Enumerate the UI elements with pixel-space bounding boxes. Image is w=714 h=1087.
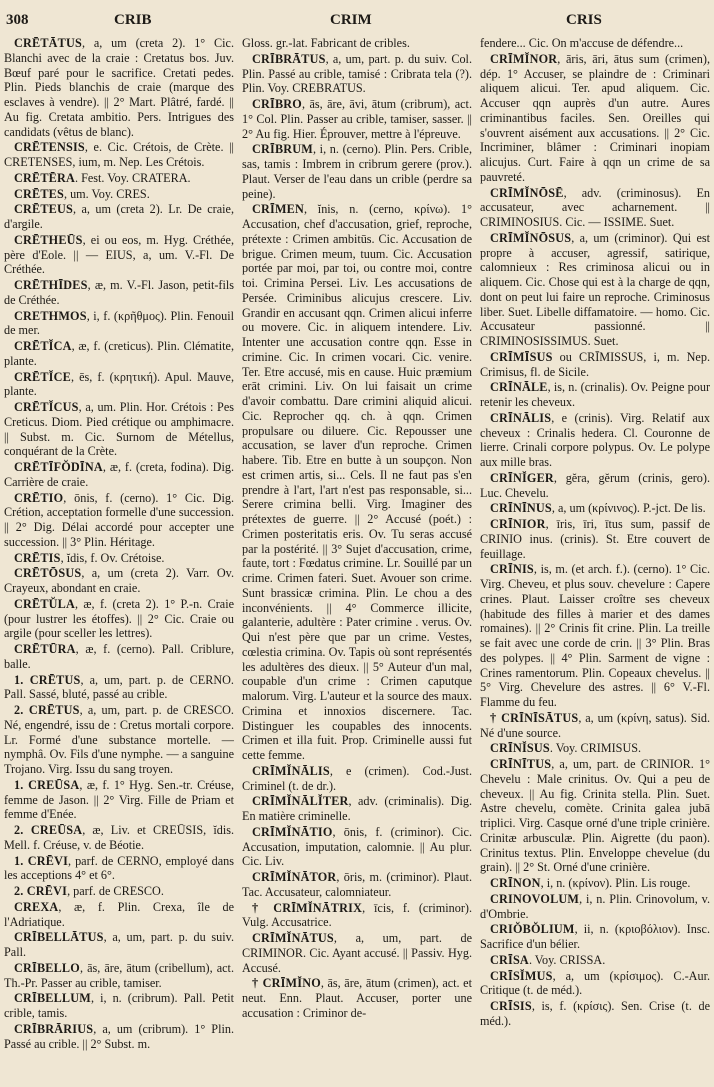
- dictionary-entry: [480, 471, 710, 501]
- headword: CRIŎBŎLIUM: [490, 922, 575, 937]
- headword: CRĪBRO: [252, 97, 302, 111]
- entry-text: , parf. de CRESCO.: [67, 884, 164, 898]
- dictionary-entry: [480, 186, 710, 230]
- entry-text: , ēs, f. (κρητική). Apul. Mauve, plante.: [4, 369, 234, 399]
- headword: CRĒTENSIS: [14, 140, 85, 155]
- entry-text: , æ, f. (creticus). Plin. Clématite, plante.: [4, 339, 234, 368]
- entry-text: , ĭdis, f. Ov. Crétoise.: [60, 550, 165, 565]
- entry-text: , a, um. Plin. Hor. Crétois : Pes Creticus. Diom. Pied crétique ou amphimacre. || Subst. m. Cic. Surnom de Métellus, conquérant de la Crète.: [4, 400, 234, 459]
- headword: † CRĪMĬNĀTRIX: [252, 900, 363, 915]
- headword: CRĪBRĀTUS: [252, 51, 326, 66]
- headword: CRĪMĬNĀLĬTER: [252, 794, 349, 809]
- headword: CRĪNĪNUS: [490, 501, 552, 516]
- entry-text: , ās, āre, ātum (crimen), act. et neut. Enn. Plaut. Accuser, porter une accusation : Criminor de-: [242, 976, 472, 1020]
- entry-text: , ās, āre, ātum (cribellum), act. Th.-Pr. Passer au crible, tamiser.: [4, 960, 234, 990]
- dictionary-entry: [480, 562, 710, 710]
- dictionary-entry: [4, 597, 234, 641]
- dictionary-entry: [242, 52, 472, 96]
- entry-text: , īris, īri, ītus sum, passif de CRINIO inus. (crinis). St. Etre couvert de feuillage.: [480, 517, 710, 561]
- entry-text: , adv. (criminalis). Dig. En matière criminelle.: [242, 794, 472, 823]
- dictionary-entry: [480, 711, 710, 741]
- dictionary-entry: [4, 673, 234, 703]
- dictionary-entry: [480, 757, 710, 875]
- headword: 2. CRĒTUS: [14, 703, 80, 717]
- headword: CRĪMĬNŌSĒ: [490, 185, 564, 200]
- headword: CRĪNĬGER: [490, 470, 554, 485]
- headword: 1. CRĒVI: [14, 853, 69, 868]
- entry-text: , a, um, part. p. du suiv. Pall.: [4, 930, 234, 959]
- dictionary-entry: [4, 551, 234, 566]
- dictionary-entry: [4, 566, 234, 596]
- page-number: 308: [6, 12, 29, 28]
- entry-text: , ōnis, f. (cerno). 1° Cic. Dig. Crétion, acceptation formelle d'une succession. || 2° Dig. Délai accordé pour accepter une succession. || 3° Plin. Héritage.: [4, 490, 234, 549]
- entry-text: , a, um, part. de CRIMINOR. Cic. Ayant accusé. || Passiv. Hyg. Accusé.: [242, 931, 472, 975]
- entry-text: , a, um (creta 2). Varr. Ov. Crayeux, abondant en craie.: [4, 566, 234, 595]
- guide-word-left: CRIB: [114, 12, 152, 28]
- dictionary-entry: [480, 411, 710, 470]
- dictionary-entry: [4, 961, 234, 991]
- entry-text: , īcis, f. (criminor). Vulg. Accusatrice.: [242, 900, 472, 930]
- headword: CRĪBRĀRIUS: [14, 1021, 94, 1036]
- headword: CRĒTĬCA: [14, 339, 72, 353]
- entry-text: , æ, f. Plin. Crexa, île de l'Adriatique.: [4, 899, 234, 929]
- headword: CRĒTEUS: [14, 202, 73, 217]
- dictionary-entry: [4, 991, 234, 1021]
- entry-text: , a, um, part. p. du suiv. Col. Plin. Passé au crible, tamisé : Cribrata tela (?). Plin. Voy. CREBRATUS.: [242, 51, 472, 96]
- headword: CREXA: [14, 899, 59, 914]
- headword: 2. CRĒVI: [14, 884, 68, 898]
- headword: CRINOVOLUM: [490, 891, 580, 906]
- entry-text: , i, n. (cerno). Plin. Pers. Crible, sas, tamis : Imbrem in cribrum gerere (prov.). Plaut. Verser de l'eau dans un crible (perdre sa peine).: [242, 142, 472, 201]
- dictionary-entry: [4, 1022, 234, 1052]
- columns: [4, 36, 710, 1081]
- entry-text: , a, um, part. p. de CRESCO. Né, engendré, issu de : Cretus mortali corpore. Lr. Formé d'une substance mortelle. — nymphâ. Ov. Fils d'une nymphe. — a sanguine Trojano. Virg. Issu du sang troyen.: [4, 703, 234, 776]
- dictionary-entry: [4, 854, 234, 884]
- entry-text: , e. Cic. Crétois, de Crète. || CRETENSES, ium, m. Nep. Les Crétois.: [4, 140, 234, 169]
- dictionary-entry: [242, 825, 472, 869]
- dictionary-entry: [4, 823, 234, 853]
- column-middle: [242, 36, 472, 1081]
- entry-text: , is, m. (et arch. f.). (cerno). 1° Cic. Virg. Cheveu, et plus souv. chevelure : Capere crines. Plaut. Laisser croître ses cheveux (habitude des filles à marier et des dames romaines). || 2° Crinis fit crine. Plin. La treille se fait avec une corde de crin. || 3° Plin. Bras des polypes. || 4° Plin. Sarment de vigne : Crines ramentorum. Plin. Copeaux chevelus. || 5° Virg. Chevelure des astres. || 6° V.-Fl. Flamme du feu.: [480, 562, 710, 709]
- entry-text: , ās, āre, āvi, ātum (cribrum), act. 1° Col. Plin. Passer au crible, tamiser, sasser. || 2° Au fig. Hier. Éprouver, mettre à l'épreuve.: [242, 97, 472, 141]
- dictionary-entry: [242, 794, 472, 824]
- dictionary-entry: [242, 764, 472, 794]
- entry-text: , a, um (κρίσιμος). C.-Aur. Critique (t. de méd.).: [480, 968, 710, 998]
- headword: CRĪNON: [490, 876, 541, 890]
- headword: CRĒTHĪDES: [14, 278, 88, 292]
- dictionary-entry: [242, 976, 472, 1020]
- headword: CRĒTĬCUS: [14, 400, 79, 414]
- headword: CRĒTĬCE: [14, 369, 71, 384]
- entry-text: , parf. de CERNO, employé dans les acceptions 4° et 6°.: [4, 853, 234, 883]
- entry-text: , ōnis, f. (criminor). Cic. Accusation, imputation, calomnie. || Au plur. Cic. Liv.: [242, 824, 472, 869]
- headword: CRĒTŌSUS: [14, 566, 82, 581]
- headword: CRĪMEN: [252, 202, 304, 217]
- headword: CRĪBELLĀTUS: [14, 930, 104, 945]
- headword: CRĪMĬNĀTOR: [252, 870, 337, 884]
- entry-text: , æ, f. (cerno). Pall. Criblure, balle.: [4, 642, 234, 671]
- dictionary-entry: [4, 400, 234, 459]
- headword: CRĪMĪSUS: [490, 349, 553, 364]
- headword: CRĪSIS: [490, 999, 532, 1013]
- headword: 1. CREŪSA: [14, 777, 80, 792]
- headword: CRĪMĬNOR: [490, 51, 558, 66]
- entry-text: , is, f. (κρίσις). Sen. Crise (t. de méd.).: [480, 999, 710, 1028]
- dictionary-entry: [480, 380, 710, 410]
- dictionary-entry: [4, 778, 234, 822]
- dictionary-entry: [480, 36, 710, 51]
- dictionary-entry: [480, 999, 710, 1029]
- entry-text: , e (crinis). Virg. Relatif aux cheveux : Crinalis hedera. Cl. Couronne de lierre. Crinali corpore polypus. Ov. Le polype aux mille bras.: [480, 410, 710, 469]
- headword: CRĪMĬNĀTIO: [252, 824, 333, 839]
- dictionary-entry: [480, 517, 710, 561]
- entry-text: . Fest. Voy. CRATERA.: [75, 170, 191, 185]
- dictionary-entry: [242, 97, 472, 141]
- headword: CRĒTHEŪS: [14, 232, 83, 247]
- entry-text: , æ, m. V.-Fl. Jason, petit-fils de Créthée.: [4, 278, 234, 307]
- dictionary-entry: [480, 52, 710, 185]
- entry-text: fendere... Cic. On m'accuse de défendre...: [480, 36, 684, 50]
- dictionary-entry: [242, 202, 472, 763]
- headword: CRĪBRUM: [252, 142, 313, 157]
- headword: CRĪBELLUM: [14, 991, 91, 1006]
- headword: CRĒTIS: [14, 550, 61, 565]
- entry-text: , a, um (κρίνη, satus). Sid. Né d'une source.: [480, 710, 710, 740]
- headword: 2. CREŪSA: [14, 823, 83, 837]
- entry-text: , um. Voy. CRES.: [63, 186, 150, 201]
- entry-text: , i, n. (κρίνον). Plin. Lis rouge.: [540, 876, 691, 890]
- entry-text: Gloss. gr.-lat. Fabricant de cribles.: [242, 36, 410, 50]
- headword: † CRĪNĪSĀTUS: [490, 710, 579, 725]
- headword: CRETHMOS: [14, 308, 87, 323]
- headword: CRĪBELLO: [14, 960, 80, 975]
- headword: CRĪMĬNĀTUS: [252, 931, 334, 945]
- entry-text: , ii, n. (κριοβόλιον). Insc. Sacrifice d'un bélier.: [480, 922, 710, 951]
- entry-text: . Voy. CRIMISUS.: [549, 741, 642, 756]
- dictionary-entry: [4, 884, 234, 899]
- entry-text: , æ, f. 1° Hyg. Sen.-tr. Créuse, femme de Jason. || 2° Virg. Fille de Priam et femme d'Enée.: [4, 777, 234, 822]
- entry-text: , a, um (cribrum). 1° Plin. Passé au crible. || 2° Subst. m.: [4, 1021, 234, 1051]
- headword: CRĒTĒRA: [14, 170, 75, 185]
- headword: CRĪNĬSUS: [490, 741, 550, 756]
- dictionary-entry: [242, 36, 472, 51]
- page-header: [6, 12, 708, 32]
- entry-text: , a, um (criminor). Qui est propre à accuser, agressif, satirique, calomnieux : Res criminosa alicui ou in aliquem. Cic. Chose qui est à la charge de qqn, dont on peut lui faire un reproche. Criminosus liber. Suet. Libelle diffamatoire. — homo. Cic. Accusateur passionné. || CRIMINOSISSIMUS. Suet.: [480, 230, 710, 348]
- entry-text: , æ, f. (creta 2). 1° P.-n. Craie (pour lustrer les étoffes). || 2° Cic. Craie ou argile (pour sceller les lettres).: [4, 596, 234, 641]
- headword: CRĒTĪFŎDĪNA: [14, 460, 103, 474]
- dictionary-entry: [4, 900, 234, 930]
- dictionary-entry: [480, 876, 710, 891]
- dictionary-entry: [4, 370, 234, 400]
- dictionary-entry: [480, 741, 710, 756]
- dictionary-entry: [4, 36, 234, 139]
- entry-text: , e (crimen). Cod.-Just. Criminel (t. de dr.).: [242, 763, 472, 793]
- dictionary-entry: [4, 339, 234, 369]
- headword: CRĪNĀLE: [490, 380, 548, 395]
- headword: CRĪMĬNĀLIS: [252, 763, 330, 778]
- dictionary-entry: [480, 969, 710, 999]
- entry-text: , a, um (κρίνινος). P.-jct. De lis.: [551, 501, 706, 516]
- entry-text: , a, um (creta 2). Lr. De craie, d'argile.: [4, 202, 234, 231]
- dictionary-entry: [4, 703, 234, 777]
- entry-text: , a, um, part. de CRINIOR. 1° Chevelu : Male crinitus. Ov. Qui a peu de cheveux. || Au fig. Crinita stella. Plin. Suet. Astre chevelu, comète. Crinita galea jubā triplici. Virg. Casque orné d'une triple crinière. Crinitæ arbusculæ. Plin. Aigrette (du paon). Crinitus textus. Plin. Enveloppe chevelue (du grain). || 2° St. Orné d'une crinière.: [480, 757, 710, 875]
- entry-text: , æ, Liv. et CREŪSIS, ĭdis. Mell. f. Créuse, v. de Béotie.: [4, 823, 234, 852]
- dictionary-entry: [4, 171, 234, 186]
- guide-word-right: CRIS: [566, 12, 602, 28]
- entry-text: , i, n. Plin. Crinovolum, v. d'Ombrie.: [480, 891, 710, 921]
- entry-text: , æ, f. (creta, fodina). Dig. Carrière de craie.: [4, 460, 234, 489]
- entry-text: ou CRĪMISSUS, i, m. Nep. Crimisus, fl. de Sicile.: [480, 349, 710, 379]
- entry-text: , āris, āri, ātus sum (crimen), dép. 1° Accuser, se plaindre de : Criminari aliquem alicui. Ter. apud aliquem. Cic. Accuser qqn auprès d'un autre. Aures criminantibus faciles. Sen. Oreilles qui s'ouvrent aisément aux accusations. || 2° Cic. Incriminer, blâmer : Criminari inopiam alicujus. Curt. Faire à qqn un crime de sa pauvreté.: [480, 51, 710, 184]
- column-right: [480, 36, 710, 1081]
- entry-text: , a, um, part. p. de CERNO. Pall. Sassé, bluté, passé au crible.: [4, 672, 234, 702]
- headword: CRĪMĬNŌSUS: [490, 230, 572, 245]
- entry-text: , i, n. (cribrum). Pall. Petit crible, tamis.: [4, 991, 234, 1020]
- entry-text: , ĭnis, n. (cerno, κρίνω). 1° Accusation, chef d'accusation, grief, reproche, prétexte : Crimen ambitūs. Cic. Accusation de brigue. Crimen meum, tuum. Cic. Accusation portée par moi, par toi, ou contre moi, contre toi. Crimina Persei. Liv. Les accusations de Persée. Criminibus alicujus crescere. Liv. Grandir en accusant qqn. Crimen alicui inferre ou movere. Cic. in aliquem intendere. Liv. Intenter une accusation contre qqn. Esse in crimine. Cic. In crimen vocari. Cic. venire. Ter. Etre accusé, mis en cause. Huic præmium erāt crimini. Liv. On lui faisait un crime d'avoir combattu. Dare crimini aliquid alicui. Cic. Reprocher qq. ch. à qqn. Crimen propulsare ou diluere. Cic. Repousser une accusation, se laver d'un reproche. Crimen habere. Tib. Etre en butte à un soupçon. Non est crimen artis, si... Cels. Il ne faut pas s'en prendre à l'art, l'art n'est pas responsable, si... Serere crimina belli. Virg. Imaginer des prétextes de guerre. || 2° Accusé (poét.) : Crimen posteritatis eris. Ov. Tu seras accusé par la postérité. || 3° Sujet d'accusation, crime, faute, tort : Fœdatus crimine. Lr. Souillé par un crime. Crimen fateri. Suet. Avouer son crime. Sunt brassicæ crimina. Plin. Le chou a des inconvénients. || 4° Commerce illicite, galanterie, adultère : Pater crimine . verus. Ov. Qui n'est père que par un crime. Vestes, cœlestia crimina. Ov. Tapis où sont représentés les adultères des dieux. || 5° Auteur d'un mal, coupable d'un crime : Crimen caputque malorum. Virg. L'auteur et la source des maux. Crimina et innoxios discernere. Tac. Distinguer les coupables des innocents. Crimen et illa fuit. Prop. Criminelle aussi fut cette femme.: [242, 202, 472, 762]
- dictionary-entry: [242, 931, 472, 975]
- entry-text: , adv. (criminosus). En accusateur, avec acharnement. || CRIMINOSIUS. Cic. — ISSIME. Suet.: [480, 185, 710, 229]
- headword: CRĪNIS: [490, 562, 534, 577]
- dictionary-entry: [4, 309, 234, 339]
- dictionary-entry: [480, 231, 710, 349]
- entry-text: , ei ou eos, m. Hyg. Créthée, père d'Eole. || — EIUS, a, um. V.-Fl. De Créthée.: [4, 232, 234, 277]
- headword: 1. CRĒTUS: [14, 672, 81, 687]
- entry-text: , gĕra, gĕrum (crinis, gero). Luc. Chevelu.: [480, 470, 710, 500]
- dictionary-entry: [480, 953, 710, 968]
- column-left: [4, 36, 234, 1081]
- dictionary-entry: [480, 922, 710, 952]
- dictionary-entry: [4, 930, 234, 960]
- entry-text: , a, um (creta 2). 1° Cic. Blanchi avec de la craie : Cretatus bos. Juv. Bœuf paré pour le sacrifice. Cretati pedes. Plin. Pieds blanchis de craie (marque des esclaves à vendre). || 2° Mart. Plâtré, fardé. || Au fig. Cretata ambitio. Pers. Intrigues des candidats (vêtus de blanc).: [4, 36, 234, 139]
- entry-text: , is, n. (crinalis). Ov. Peigne pour retenir les cheveux.: [480, 380, 710, 409]
- headword: CRĒTŬLA: [14, 596, 75, 611]
- dictionary-entry: [242, 901, 472, 931]
- headword: CRĒTES: [14, 186, 64, 201]
- headword: CRĒTŪRA: [14, 642, 76, 656]
- dictionary-entry: [480, 892, 710, 922]
- dictionary-entry: [4, 491, 234, 550]
- headword: CRĪNĀLIS: [490, 410, 552, 425]
- dictionary-entry: [242, 142, 472, 201]
- entry-text: . Voy. CRISSA.: [528, 952, 606, 967]
- dictionary-entry: [480, 350, 710, 380]
- entry-text: , ōris, m. (criminor). Plaut. Tac. Accusateur, calomniateur.: [242, 870, 472, 899]
- dictionary-entry: [4, 202, 234, 232]
- headword: CRĪSA: [490, 952, 529, 967]
- dictionary-entry: [4, 233, 234, 277]
- headword: CRĪNĪTUS: [490, 757, 552, 771]
- dictionary-entry: [4, 140, 234, 170]
- headword: CRĒTĀTUS: [14, 36, 82, 50]
- headword: CRĪNIOR: [490, 517, 546, 531]
- headword: CRĪSĬMUS: [490, 968, 553, 983]
- dictionary-entry: [4, 278, 234, 308]
- headword: † CRĪMĬNO: [252, 976, 321, 991]
- dictionary-entry: [480, 501, 710, 516]
- dictionary-entry: [4, 460, 234, 490]
- guide-word-center: CRIM: [330, 12, 372, 28]
- dictionary-entry: [4, 642, 234, 672]
- dictionary-entry: [242, 870, 472, 900]
- entry-text: , i, f. (κρῆθμος). Plin. Fenouil de mer.: [4, 308, 234, 338]
- headword: CRĒTIO: [14, 490, 64, 505]
- dictionary-entry: [4, 187, 234, 202]
